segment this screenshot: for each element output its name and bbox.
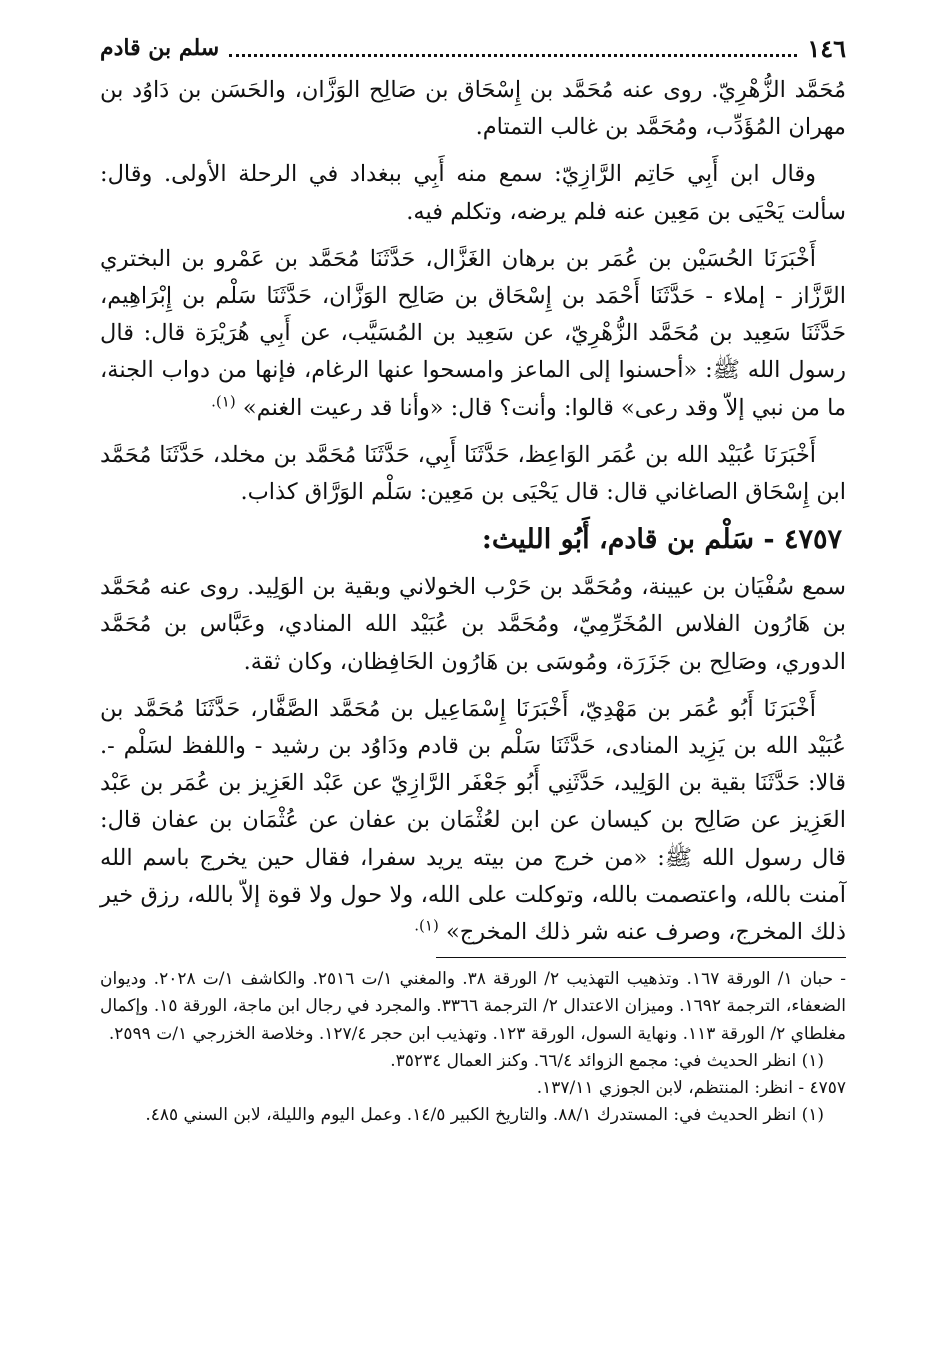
paragraph-5: سمع سُفْيَان بن عيينة، ومُحَمَّد بن حَرْب الخولاني وبقية بن الوَلِيد. روى عنه مُحَمَّد بن هَارُون الفلاس المُخَرِّمِيّ، ومُحَمَّد بن عُبَيْد الله المنادي، وعَبَّاس بن مُحَمَّد الدوري، وصَالِح بن جَزَرَة، ومُوسَى بن هَارُون الحَافِظان، وكان ثقة. (100, 574, 846, 675)
footnote-4: (١) انظر الحديث في: المستدرك ٨٨/١. والتاريخ الكبير ١٤/٥. وعمل اليوم والليلة، لابن السني ٤٨٥. (145, 1105, 824, 1126)
page-number: ١٤٦ (807, 33, 846, 63)
header-dot-leader (229, 40, 797, 57)
footnote-mark: (١). (211, 392, 236, 411)
page-header (100, 30, 846, 66)
footnote-3: ٤٧٥٧ - انظر: المنتظم، لابن الجوزي ١٣٧/١١. (536, 1078, 846, 1099)
paragraph-6 (100, 691, 846, 951)
main-text (100, 72, 846, 951)
footnote-1: - حبان ١/ الورقة ١٦٧. وتذهيب التهذيب ٢/ الورقة ٣٨. والمغني ١/ت ٢٥١٦. والكاشف ١/ت ٢٠٢٨. وديوان الضعفاء، الترجمة ١٦٩٢. وميزان الاعتدال ٢/ الترجمة ٣٣٦٦. والمجرد في رجال ابن ماجة، الورقة ١٥. وإكمال مغلطاي ٢/ الورقة ١١٣. ونهاية السول، الورقة ١٢٣. وتهذيب ابن حجر ١٢٧/٤. وخلاصة الخزرجي ١/ت ٢٥٩٩. (100, 969, 847, 1044)
footnote-divider (436, 957, 846, 958)
running-title: سلم بن قادم (100, 35, 220, 61)
paragraph-1: مُحَمَّد الزُّهْرِيّ. روى عنه مُحَمَّد بن إِسْحَاق بن صَالِح الوَزَّان، والحَسَن بن دَاوُد بن مهران المُؤَدِّب، ومُحَمَّد بن غالب التمتام. (100, 77, 846, 141)
footnote-2: (١) انظر الحديث في: مجمع الزوائد ٦٦/٤. وكنز العمال ٣٥٢٣٤. (390, 1050, 824, 1071)
paragraph-3 (100, 241, 846, 427)
footnotes (100, 966, 846, 1129)
paragraph-2: وقال ابن أَبِي حَاتِم الرَّازِيّ: سمع منه أَبِي ببغداد في الرحلة الأولى. وقال: سألت يَحْيَى بن مَعِين عنه فلم يرضه، وتكلم فيه. (100, 161, 846, 225)
paragraph-6-text: أَخْبَرَنَا أَبُو عُمَر بن مَهْدِيّ، أَخْبَرَنَا إِسْمَاعِيل بن مُحَمَّد الصَّفَّار، حَدَّثَنَا مُحَمَّد بن عُبَيْد الله بن يَزِيد المنادى، حَدَّثَنَا سَلْم بن قادم ودَاوُد بن رشيد - واللفظ لسَلْم -. قالا: حَدَّثَنَا بقية بن الوَلِيد، حَدَّثَنِي أَبُو جَعْفَر الرَّازِيّ عن عَبْد العَزِيز بن عُمَر بن عَبْد العَزِيز عن صَالِح بن كيسان عن ابن لعُثْمَان بن عفان عن عُثْمَان بن عفان قال: قال رسول الله ﷺ: «من خرج من بيته يريد سفرا، فقال حين يخرج باسم الله آمنت بالله، واعتصمت بالله، وتوكلت على الله، ولا حول ولا قوة إلاّ بالله، رزق خير ذلك المخرج، وصرف عنه شر ذلك المخرج» (100, 695, 846, 946)
paragraph-3-text: أَخْبَرَنَا الحُسَيْن بن عُمَر بن برهان الغَزَّال، حَدَّثَنَا مُحَمَّد بن عَمْرو بن البختري الرَّزَّاز - إملاء - حَدَّثَنَا أَحْمَد بن إِسْحَاق بن صَالِح الوَزَّان، حَدَّثَنَا سَلْم بن إِبْرَاهِيم، حَدَّثَنَا سَعِيد بن مُحَمَّد الزُّهْرِيّ، عن سَعِيد بن المُسَيَّب، عن أَبِي هُرَيْرَة قال: قال رسول الله ﷺ: «أحسنوا إلى الماعز وامسحوا عنها الرغام، فإنها من دواب الجنة، ما من نبي إلاّ وقد رعى» قالوا: وأنت؟ قال: «وأنا قد رعيت الغنم» (100, 245, 846, 421)
entry-heading: ٤٧٥٧ - سَلْم بن قادم، أَبُو الليث: (481, 524, 842, 556)
paragraph-4: أَخْبَرَنَا عُبَيْد الله بن عُمَر الوَاعِظ، حَدَّثَنَا أَبِي، حَدَّثَنَا مُحَمَّد بن مخلد، حَدَّثَنَا مُحَمَّد ابن إِسْحَاق الصاغاني قال: قال يَحْيَى بن مَعِين: سَلْم الوَرَّاق كذاب. (100, 441, 846, 506)
footnote-mark: (١). (414, 916, 439, 935)
